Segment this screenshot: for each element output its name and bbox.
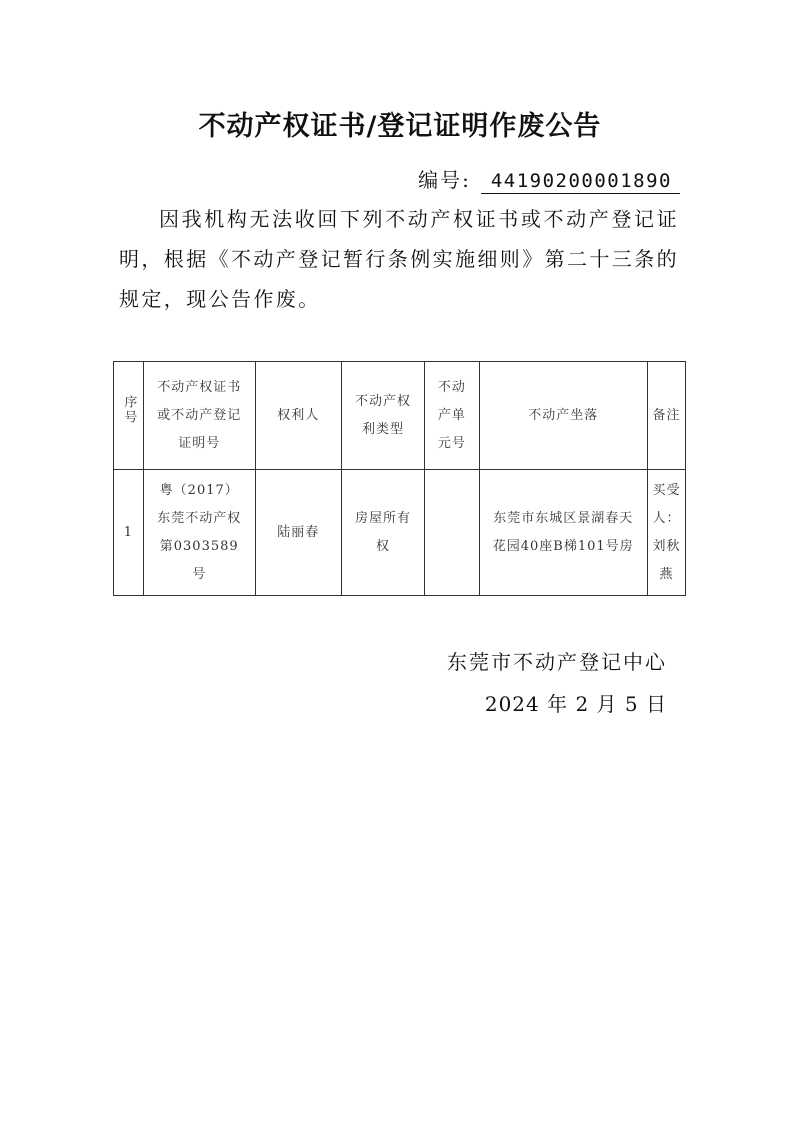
header-note: 备注	[647, 362, 685, 470]
cell-right-type: 房屋所有权	[341, 470, 424, 596]
document-number-label: 编号:	[418, 168, 471, 192]
page-title: 不动产权证书/登记证明作废公告	[198, 111, 602, 142]
document-number-value: 44190200001890	[481, 170, 680, 194]
cell-holder: 陆丽春	[255, 470, 341, 596]
header-right-type: 不动产权利类型	[341, 362, 424, 470]
cell-no: 1	[114, 470, 144, 596]
notice-body: 因我机构无法收回下列不动产权证书或不动产登记证明，根据《不动产登记暂行条例实施细则》第二十三条的规定，现公告作废。	[119, 207, 679, 311]
records-table	[113, 361, 686, 596]
header-holder: 权利人	[255, 362, 341, 470]
cell-note: 买受人：刘秋燕	[647, 470, 685, 596]
table-row	[114, 470, 686, 596]
header-no: 序号	[114, 362, 144, 470]
issue-date: 2024 年 2 月 5 日	[484, 692, 667, 716]
cell-cert: 粤（2017）东莞不动产权第0303589号	[143, 470, 255, 596]
cell-location: 东莞市东城区景湖春天花园40座B梯101号房	[479, 470, 647, 596]
header-cert: 不动产权证书或不动产登记证明号	[143, 362, 255, 470]
table-header-row	[114, 362, 686, 470]
header-location: 不动产坐落	[479, 362, 647, 470]
cell-unit-no	[425, 470, 479, 596]
header-unit-no: 不动产单元号	[425, 362, 479, 470]
document-number	[418, 164, 680, 194]
issuing-organization: 东莞市不动产登记中心	[447, 650, 667, 674]
